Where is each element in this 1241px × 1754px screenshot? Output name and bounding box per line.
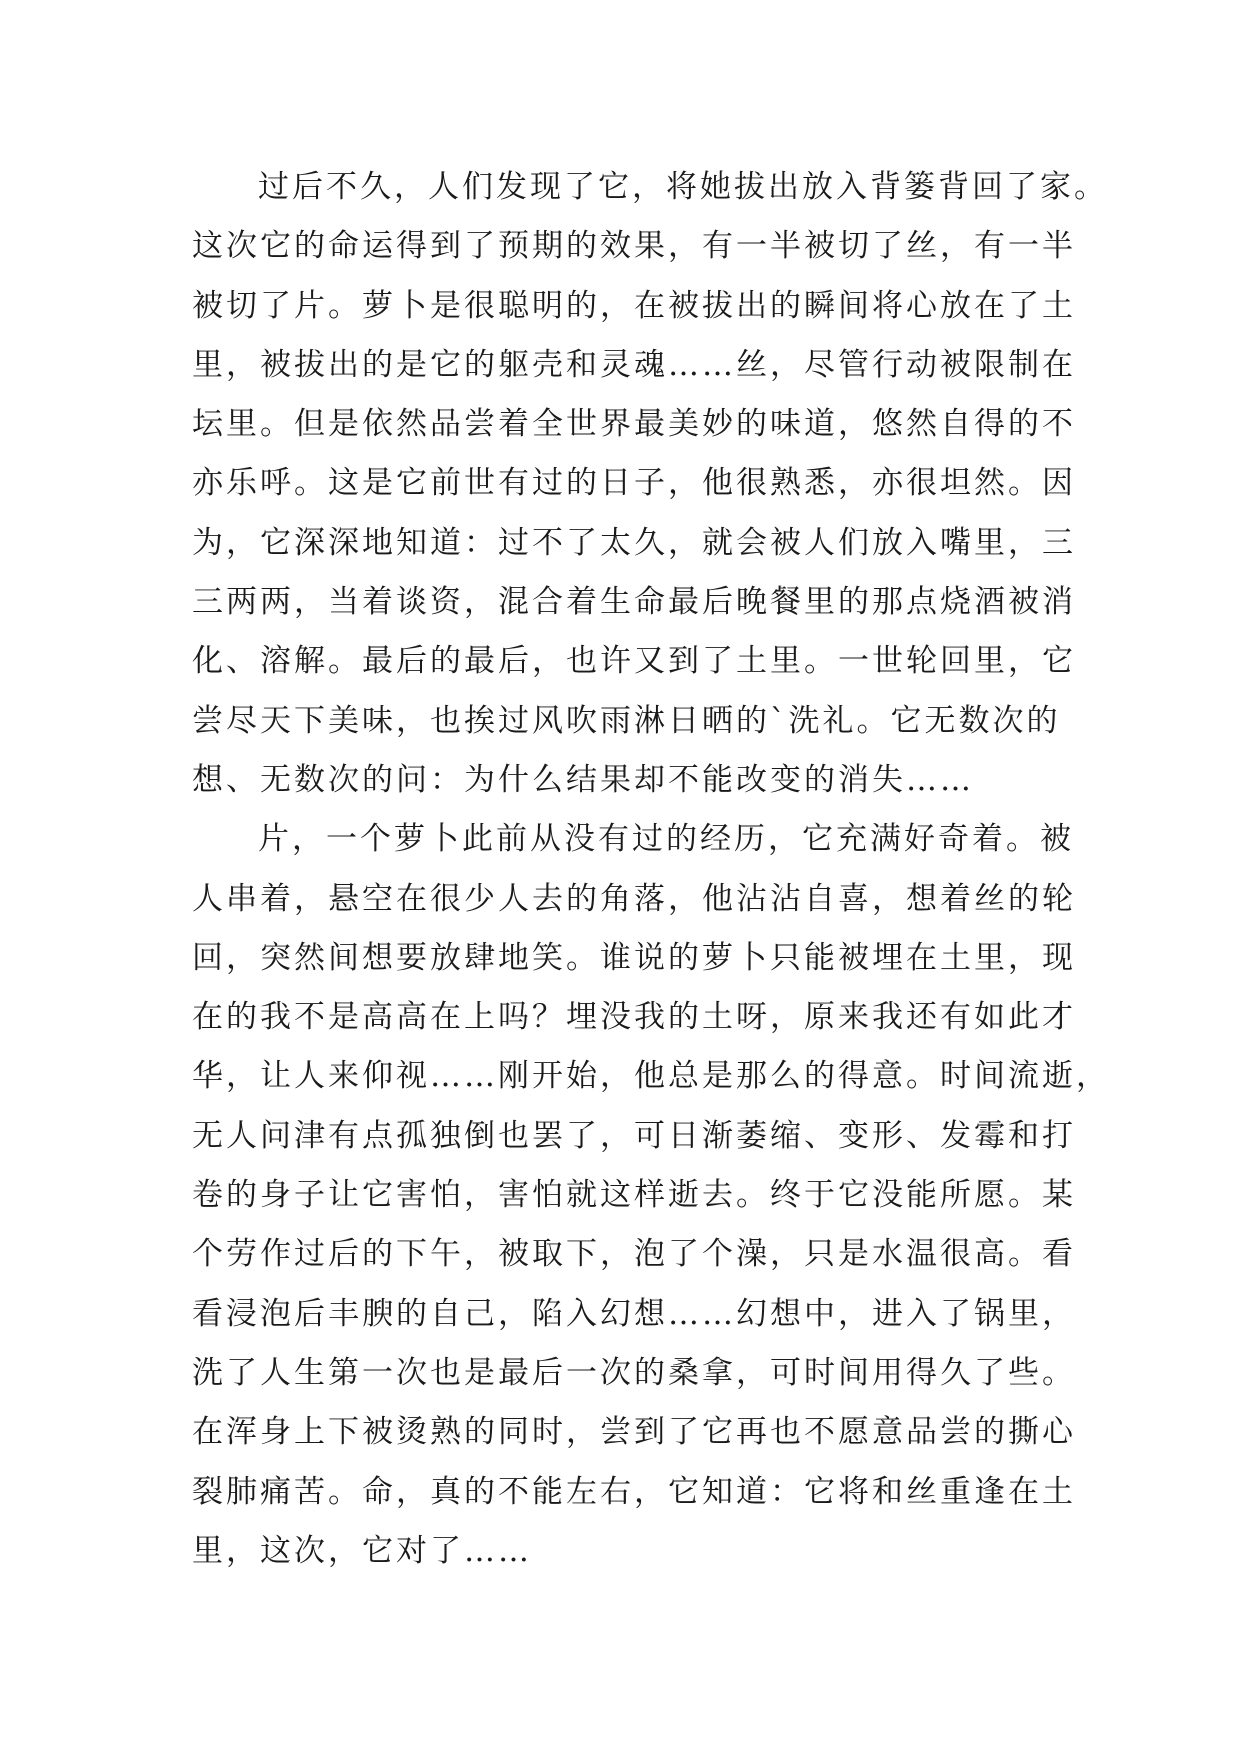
paragraph-line: 想、无数次的问：为什么结果却不能改变的消失…… [192,761,974,798]
paragraph-line: 华，让人来仰视……刚开始，他总是那么的得意。时间流逝， [192,1058,1110,1095]
paragraph-line: 卷的身子让它害怕，害怕就这样逝去。终于它没能所愿。某 [192,1177,1076,1214]
paragraph-line: 里，被拔出的是它的躯壳和灵魂……丝，尽管行动被限制在 [192,346,1076,383]
paragraph-line: 亦乐呼。这是它前世有过的日子，他很熟悉，亦很坦然。因 [192,465,1076,502]
paragraph-line: 人串着，悬空在很少人去的角落，他沾沾自喜，想着丝的轮 [192,880,1076,917]
paragraph-line: 尝尽天下美味，也挨过风吹雨淋日晒的`洗礼。它无数次的 [192,702,1061,739]
paragraph-line: 过后不久，人们发现了它，将她拔出放入背篓背回了家。 [258,169,1108,205]
paragraph-line: 在浑身上下被烫熟的同时，尝到了它再也不愿意品尝的撕心 [192,1414,1076,1451]
paragraph-line: 坛里。但是依然品尝着全世界最美妙的味道，悠然自得的不 [192,406,1076,443]
document-body [192,158,1110,1581]
paragraph-line: 三两两，当着谈资，混合着生命最后晚餐里的那点烧酒被消 [192,584,1076,621]
paragraph-line: 回，突然间想要放肆地笑。谁说的萝卜只能被埋在土里，现 [192,939,1076,976]
paragraph-line: 片，一个萝卜此前从没有过的经历，它充满好奇着。被 [258,821,1074,858]
paragraph-line: 在的我不是高高在上吗？埋没我的土呀，原来我还有如此才 [192,999,1076,1036]
paragraph-2 [192,810,1110,1581]
paragraph-1 [192,158,1108,810]
paragraph-line: 看浸泡后丰腴的自己，陷入幻想……幻想中，进入了锅里， [192,1295,1076,1332]
paragraph-line: 无人问津有点孤独倒也罢了，可日渐萎缩、变形、发霉和打 [192,1117,1076,1154]
paragraph-line: 里，这次，它对了…… [192,1532,532,1569]
paragraph-line: 为，它深深地知道：过不了太久，就会被人们放入嘴里，三 [192,524,1076,561]
paragraph-line: 裂肺痛苦。命，真的不能左右，它知道：它将和丝重逢在土 [192,1473,1076,1510]
paragraph-line: 被切了片。萝卜是很聪明的，在被拔出的瞬间将心放在了土 [192,287,1076,324]
paragraph-line: 个劳作过后的下午，被取下，泡了个澡，只是水温很高。看 [192,1236,1076,1273]
paragraph-line: 这次它的命运得到了预期的效果，有一半被切了丝，有一半 [192,228,1076,265]
paragraph-line: 化、溶解。最后的最后，也许又到了土里。一世轮回里，它 [192,643,1076,680]
paragraph-line: 洗了人生第一次也是最后一次的桑拿，可时间用得久了些。 [192,1354,1076,1391]
